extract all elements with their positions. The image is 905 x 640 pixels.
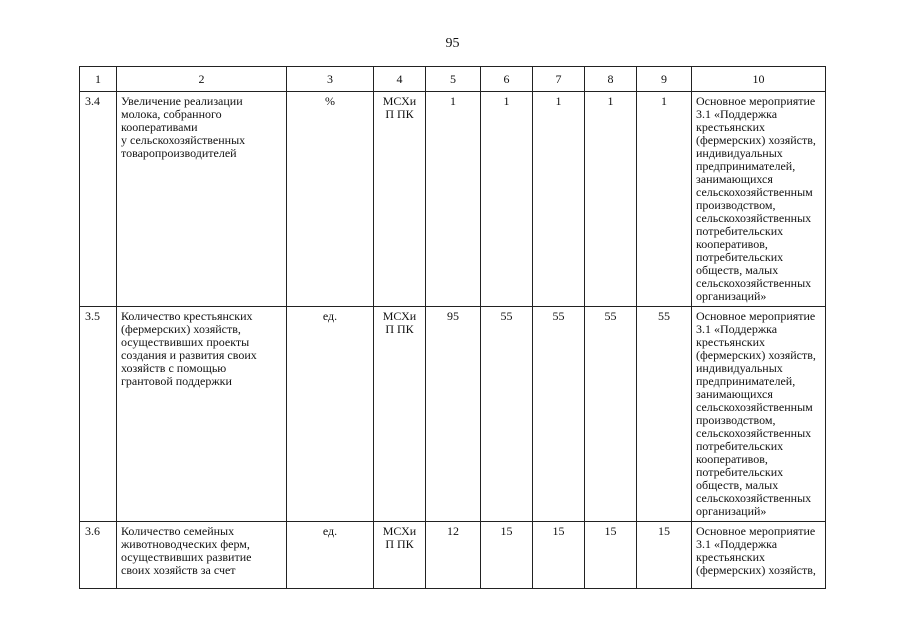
unit-cell: ед. <box>287 307 374 522</box>
value-cell: 15 <box>585 522 637 589</box>
value-cell: 95 <box>426 307 481 522</box>
column-header: 4 <box>374 67 426 92</box>
table-row <box>80 307 826 522</box>
value-cell: 55 <box>481 307 533 522</box>
table-header-row <box>80 67 826 92</box>
indicators-table <box>79 66 826 589</box>
value-cell: 15 <box>481 522 533 589</box>
row-number: 3.5 <box>80 307 117 522</box>
table-row <box>80 92 826 307</box>
event-cell: Основное мероприятие 3.1 «Поддержка крестьянских (фермерских) хозяйств, индивидуальных предпринимателей, занимающихся сельскохозяйственным производством, сельскохозяйственных потребительских кооперативов, потребительских обществ, малых сельскохозяйственных организаций» <box>692 92 826 307</box>
row-number: 3.4 <box>80 92 117 307</box>
event-cell: Основное мероприятие 3.1 «Поддержка крестьянских (фермерских) хозяйств, <box>692 522 826 589</box>
column-header: 3 <box>287 67 374 92</box>
value-cell: 1 <box>426 92 481 307</box>
value-cell: 1 <box>637 92 692 307</box>
value-cell: 15 <box>533 522 585 589</box>
column-header: 6 <box>481 67 533 92</box>
column-header: 7 <box>533 67 585 92</box>
column-header: 8 <box>585 67 637 92</box>
indicator-name: Количество крестьянских (фермерских) хозяйств, осуществивших проекты создания и развития своих хозяйств с помощью грантовой поддержки <box>117 307 287 522</box>
column-header: 1 <box>80 67 117 92</box>
value-cell: 55 <box>585 307 637 522</box>
value-cell: 1 <box>585 92 637 307</box>
executor-cell: МСХи П ПК <box>374 307 426 522</box>
page-number: 95 <box>445 36 460 51</box>
value-cell: 15 <box>637 522 692 589</box>
value-cell: 12 <box>426 522 481 589</box>
unit-cell: ед. <box>287 522 374 589</box>
value-cell: 1 <box>481 92 533 307</box>
indicator-name: Увеличение реализации молока, собранного кооперативами у сельскохозяйственных товаропроизводителей <box>117 92 287 307</box>
value-cell: 1 <box>533 92 585 307</box>
executor-cell: МСХи П ПК <box>374 92 426 307</box>
column-header: 5 <box>426 67 481 92</box>
value-cell: 55 <box>533 307 585 522</box>
column-header: 2 <box>117 67 287 92</box>
event-cell: Основное мероприятие 3.1 «Поддержка крестьянских (фермерских) хозяйств, индивидуальных предпринимателей, занимающихся сельскохозяйственным производством, сельскохозяйственных потребительских кооперативов, потребительских обществ, малых сельскохозяйственных организаций» <box>692 307 826 522</box>
row-number: 3.6 <box>80 522 117 589</box>
table-row <box>80 522 826 589</box>
unit-cell: % <box>287 92 374 307</box>
value-cell: 55 <box>637 307 692 522</box>
column-header: 9 <box>637 67 692 92</box>
indicator-name: Количество семейных животноводческих ферм, осуществивших развитие своих хозяйств за счет <box>117 522 287 589</box>
column-header: 10 <box>692 67 826 92</box>
executor-cell: МСХи П ПК <box>374 522 426 589</box>
